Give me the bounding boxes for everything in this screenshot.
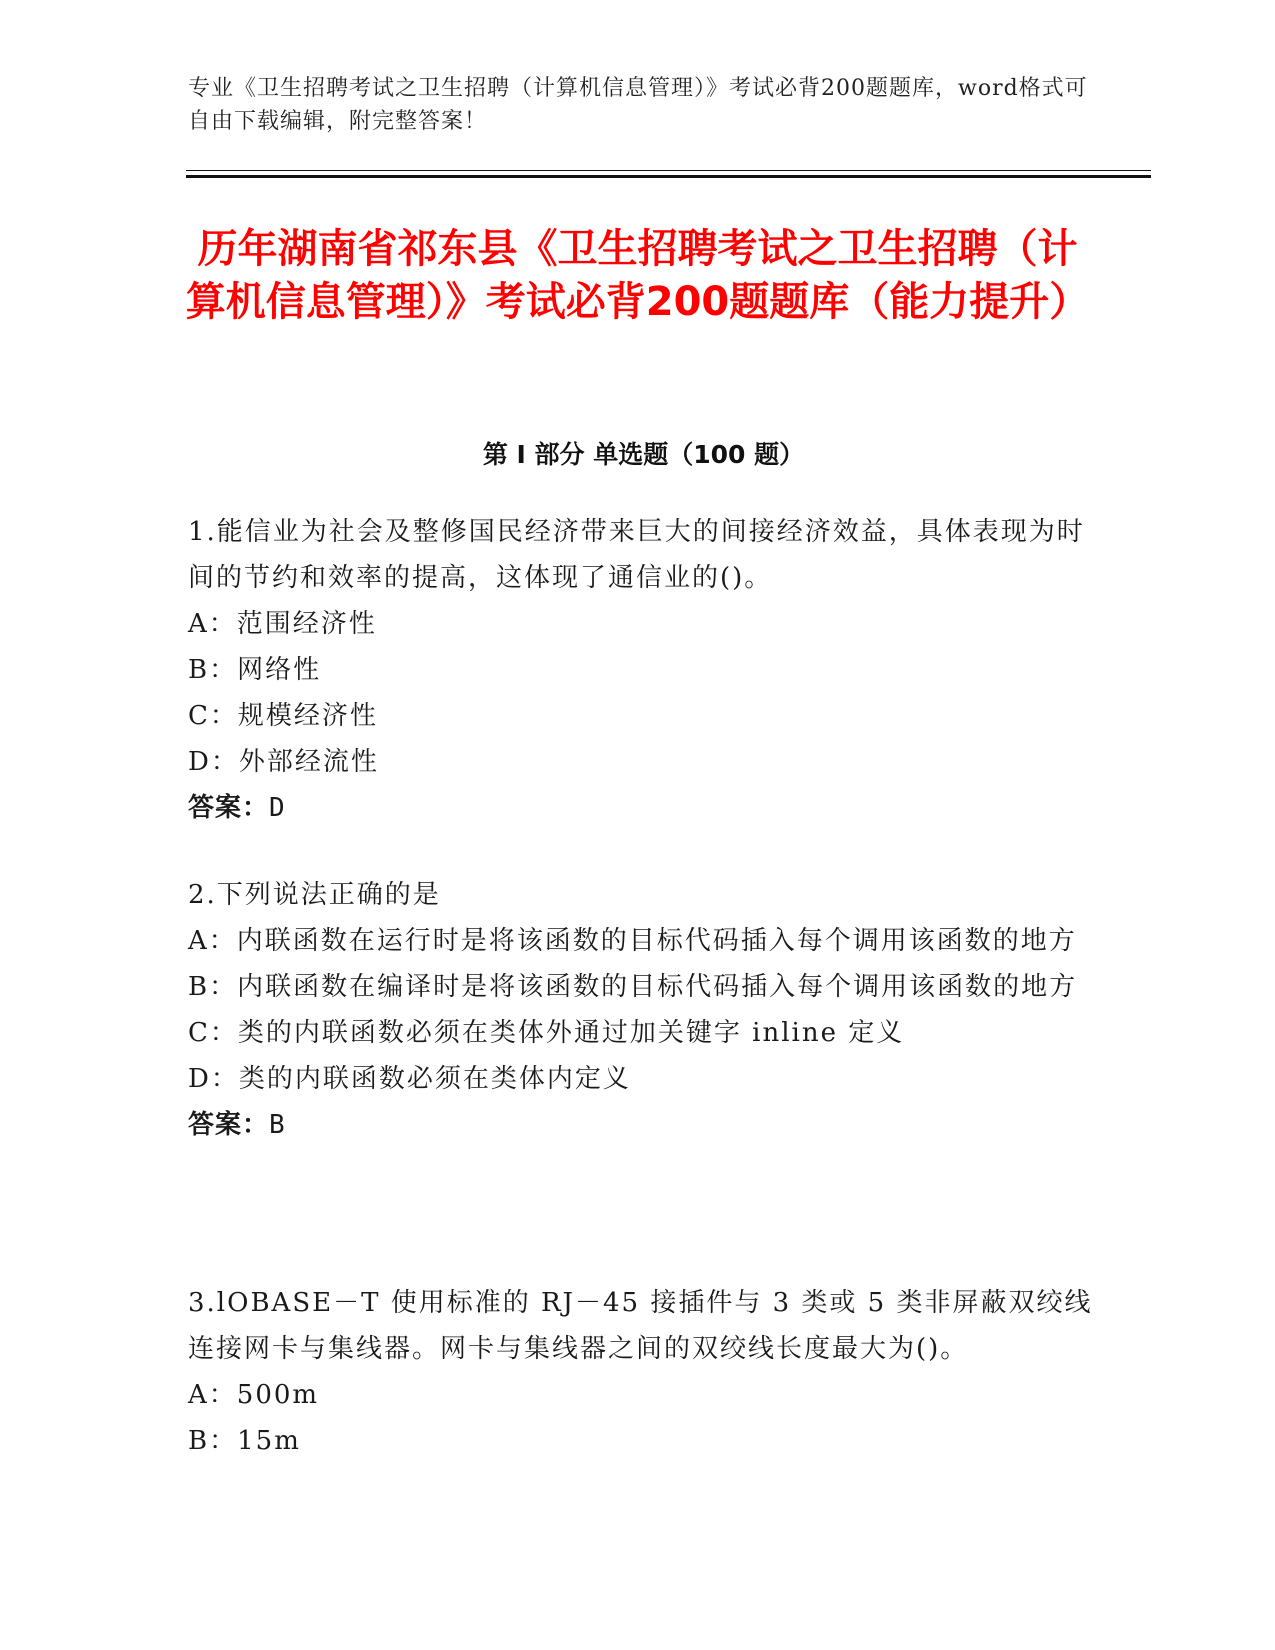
answer-label: 答案： <box>188 793 270 823</box>
question-option: D：类的内联函数必须在类体内定义 <box>188 1064 631 1094</box>
question-stem: 2.下列说法正确的是 <box>188 880 441 910</box>
question-option: C：规模经济性 <box>188 701 378 731</box>
header-rule-thick <box>186 175 1151 178</box>
question-stem: 3.lOBASE－T 使用标准的 RJ－45 接插件与 3 类或 5 类非屏蔽双绞线连接网卡与集线器。网卡与集线器之间的双绞线长度最大为()。 <box>188 1288 1093 1364</box>
question-option: D：外部经流性 <box>188 747 379 777</box>
header-note: 专业《卫生招聘考试之卫生招聘（计算机信息管理）》考试必背200题题库，word格式可自由下载编辑，附完整答案！ <box>188 76 1088 134</box>
header-rule-thin <box>186 170 1151 171</box>
question-option: B：15m <box>188 1426 301 1456</box>
question-stem: 1.能信业为社会及整修国民经济带来巨大的间接经济效益，具体表现为时间的节约和效率的提高，这体现了通信业的()。 <box>188 517 1085 593</box>
document-title: 历年湖南省祁东县《卫生招聘考试之卫生招聘（计算机信息管理）》考试必背200题题库（能力提升） <box>185 226 1090 325</box>
question-answer <box>188 1102 1093 1148</box>
question-option: B：网络性 <box>188 655 322 685</box>
question-option: A：500m <box>188 1380 320 1410</box>
question-option: A：范围经济性 <box>188 609 377 639</box>
answer-value: B <box>269 1110 286 1140</box>
question-1 <box>188 509 1093 831</box>
question-3 <box>188 1280 1093 1464</box>
question-option: C：类的内联函数必须在类体外通过加关键字 inline 定义 <box>188 1018 905 1048</box>
question-option: A：内联函数在运行时是将该函数的目标代码插入每个调用该函数的地方 <box>188 926 1077 956</box>
section-heading: 第 I 部分 单选题（100 题） <box>482 440 805 469</box>
question-answer <box>188 785 1093 831</box>
answer-value: D <box>269 793 286 823</box>
question-2 <box>188 872 1093 1148</box>
question-option: B：内联函数在编译时是将该函数的目标代码插入每个调用该函数的地方 <box>188 972 1078 1002</box>
answer-label: 答案： <box>188 1110 270 1140</box>
